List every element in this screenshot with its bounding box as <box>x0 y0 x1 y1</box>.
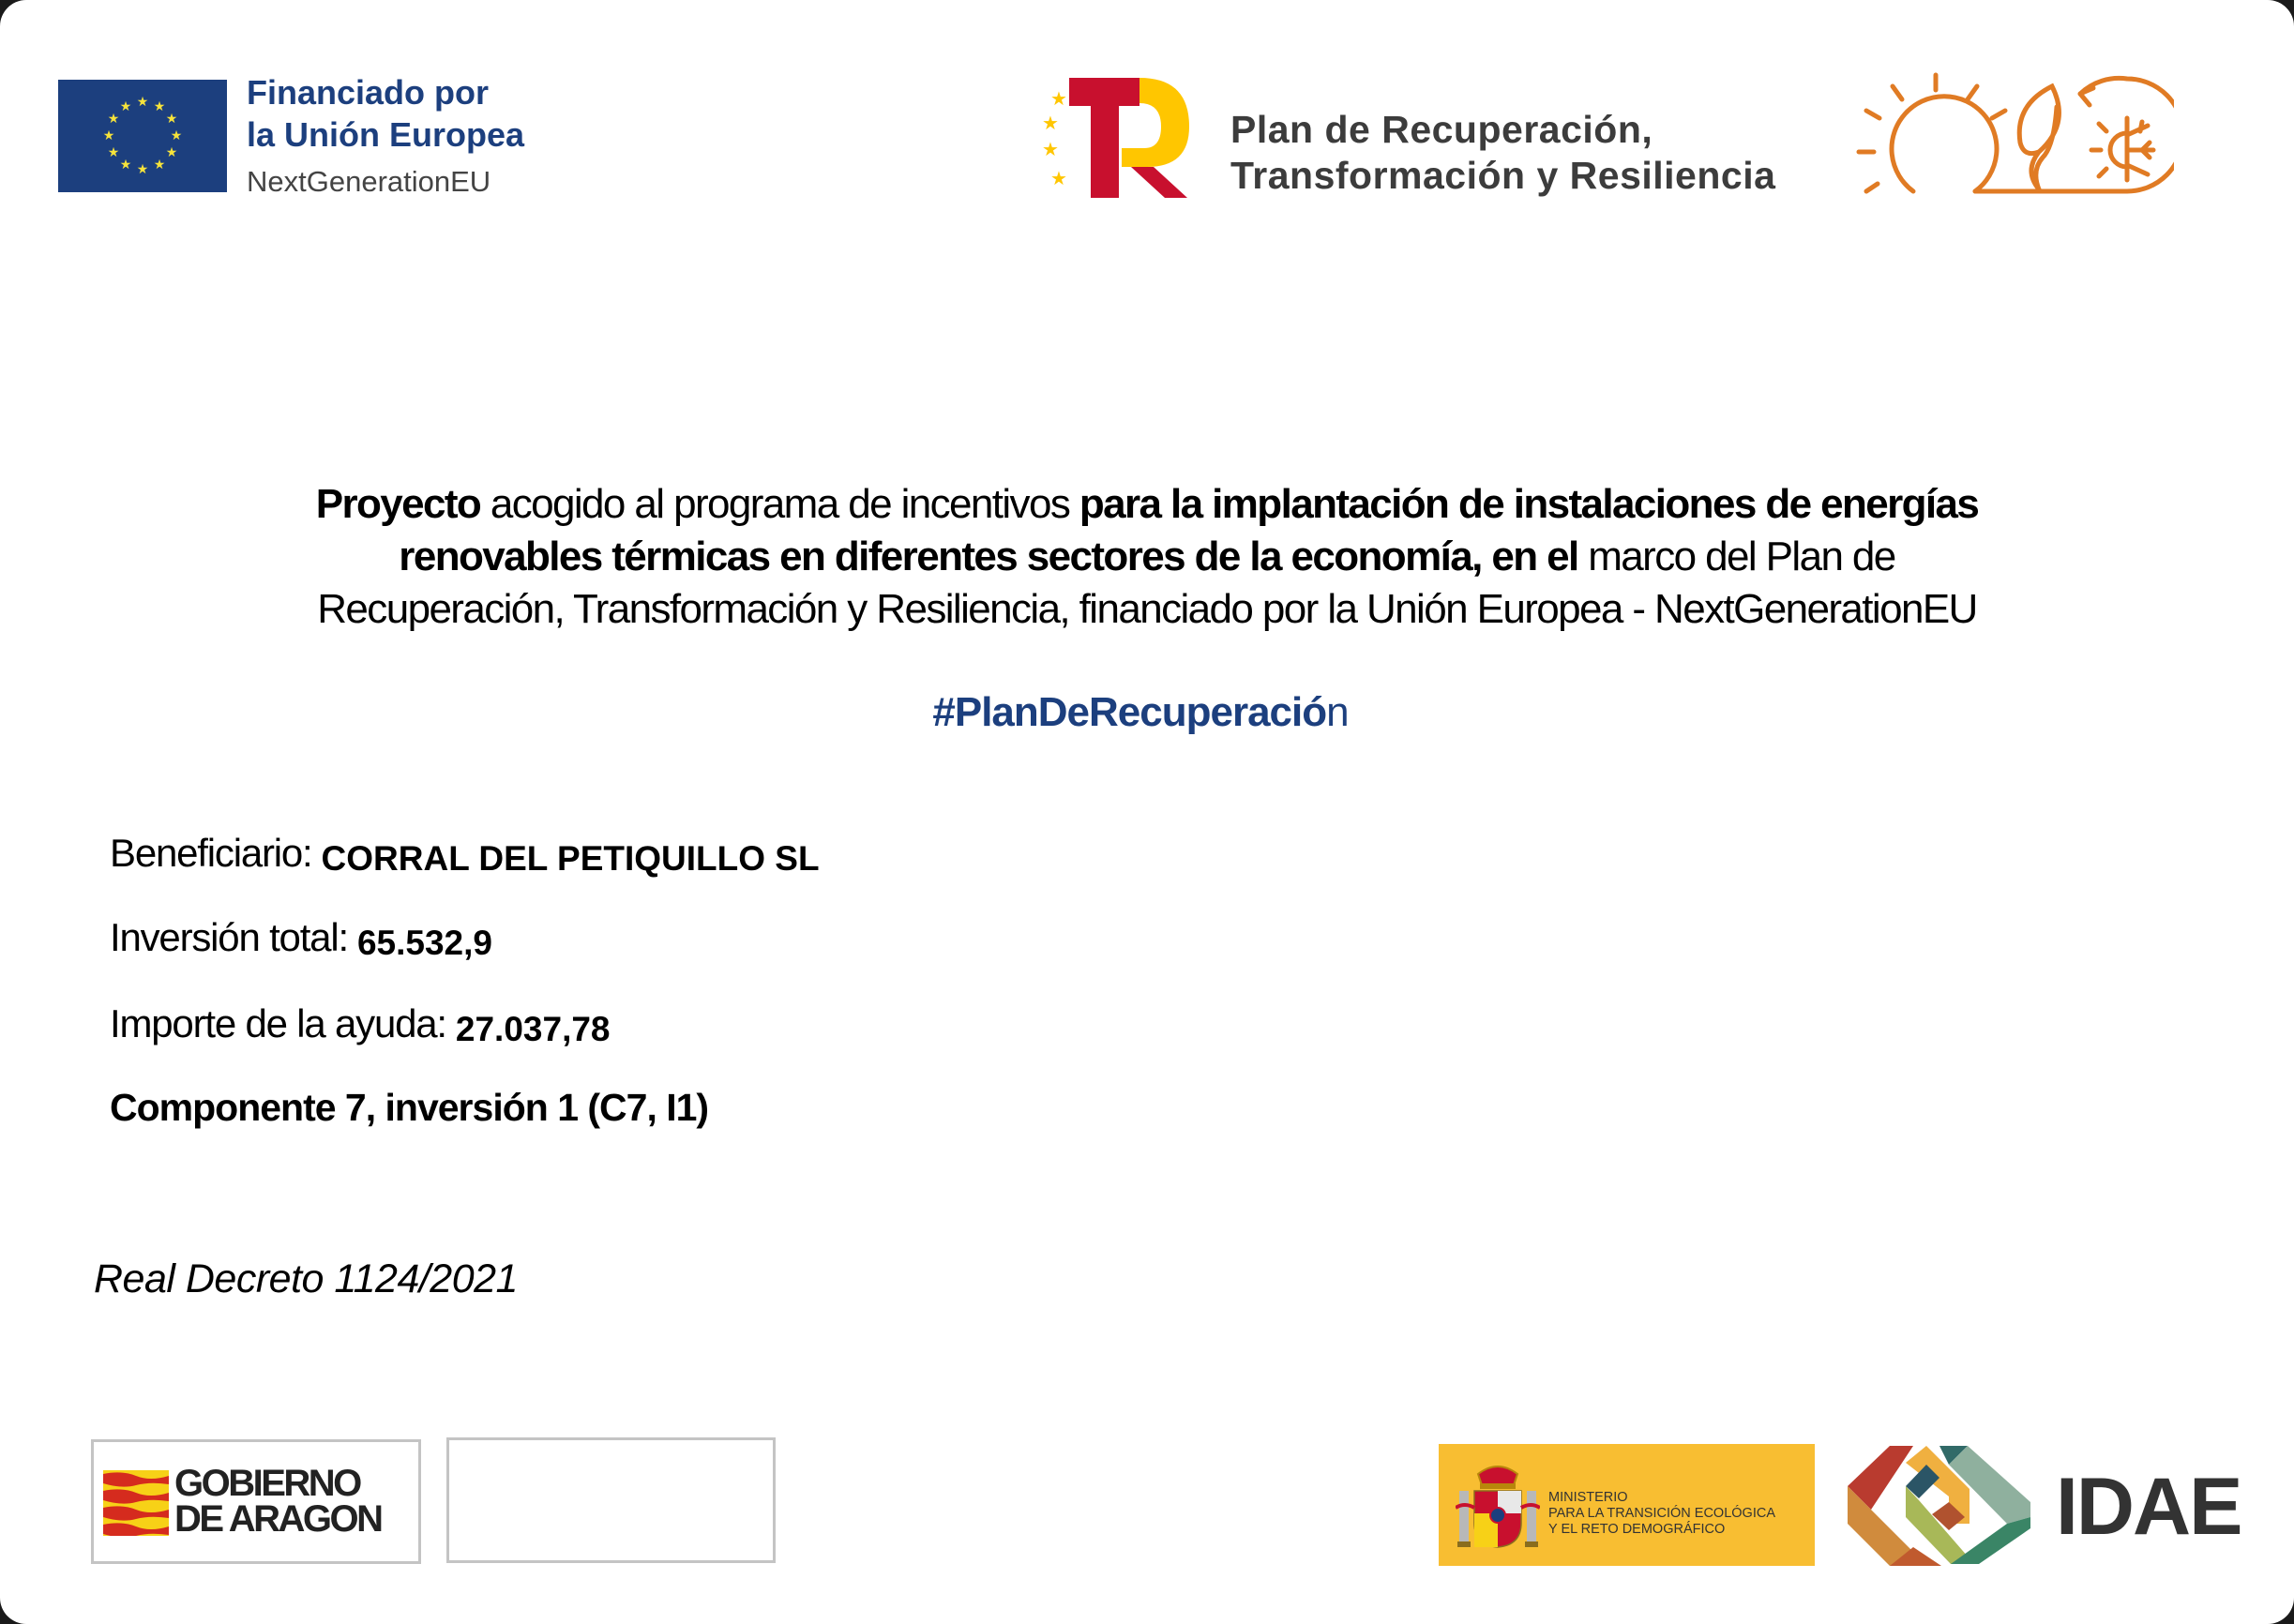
eu-subtitle: NextGenerationEU <box>247 165 491 198</box>
aid-amount-value: 27.037,78 <box>455 1010 611 1048</box>
ministry-logo <box>1439 1444 1815 1566</box>
idae-logo <box>1848 1444 2241 1566</box>
idae-knot-icon <box>1848 1444 2030 1566</box>
svg-text:★: ★ <box>165 111 178 126</box>
description-line-2 <box>141 531 2153 583</box>
spain-coat-of-arms-icon <box>1456 1461 1540 1550</box>
aid-amount-label: Importe de la ayuda: <box>110 1001 446 1045</box>
svg-text:★: ★ <box>102 128 115 143</box>
ministry-line3: Y EL RETO DEMOGRÁFICO <box>1548 1522 1726 1537</box>
description-text: marco del Plan de <box>1577 534 1895 579</box>
total-investment-value: 65.532,9 <box>356 924 492 962</box>
prtr-line1: Plan de Recuperación, <box>1230 108 1653 151</box>
eu-flag-icon <box>58 80 227 192</box>
svg-text:★: ★ <box>153 157 166 172</box>
description-bold: para la implantación de instalaciones de energías <box>1079 481 1979 527</box>
description-bold: renovables térmicas en diferentes sectores de la economía, en el <box>399 534 1578 579</box>
component-line: Componente 7, inversión 1 (C7, I1) <box>110 1086 709 1129</box>
aragon-logo-box <box>91 1439 421 1564</box>
prtr-logo-icon <box>1039 75 1199 202</box>
eu-funding-title <box>247 71 524 156</box>
project-description <box>141 478 2153 636</box>
project-word: Proyecto <box>315 481 481 527</box>
hashtag <box>0 689 2281 736</box>
beneficiary-field <box>110 831 820 876</box>
idae-wordmark: IDAE <box>2056 1462 2241 1552</box>
aragon-line1: GOBIERNO <box>174 1463 360 1504</box>
aragon-line2: DE ARAGON <box>174 1498 382 1540</box>
empty-logo-box <box>446 1437 776 1563</box>
svg-text:★: ★ <box>1050 89 1067 110</box>
svg-text:★: ★ <box>165 144 178 159</box>
svg-text:★: ★ <box>107 111 120 126</box>
hashtag-main: #PlanDeRecuperació <box>932 689 1327 735</box>
ministry-name <box>1548 1490 1775 1538</box>
description-line-3: Recuperación, Transformación y Resiliencia, financiado por la Unión Europea - NextGenerationEU <box>317 586 1977 632</box>
sun-leaf-snowflake-icon <box>1855 68 2174 203</box>
description-line-1 <box>141 478 2153 531</box>
svg-text:★: ★ <box>153 98 166 113</box>
prtr-line2: Transformación y Resiliencia <box>1230 154 1776 197</box>
eu-title-line2: la Unión Europea <box>247 115 525 154</box>
svg-text:★: ★ <box>1050 169 1067 189</box>
total-investment-label: Inversión total: <box>110 915 348 959</box>
beneficiary-value: CORRAL DEL PETIQUILLO SL <box>321 839 820 878</box>
beneficiary-label: Beneficiario: <box>110 831 312 875</box>
aragon-text <box>174 1463 382 1540</box>
svg-text:★: ★ <box>170 128 183 143</box>
ministry-line2: PARA LA TRANSICIÓN ECOLÓGICA <box>1548 1506 1776 1521</box>
aragon-flag-icon <box>103 1470 169 1536</box>
svg-text:★: ★ <box>119 98 132 113</box>
svg-text:★: ★ <box>136 94 149 109</box>
svg-text:★: ★ <box>136 161 149 176</box>
svg-text:★: ★ <box>1042 113 1059 134</box>
ministry-line1: MINISTERIO <box>1548 1490 1628 1505</box>
svg-text:★: ★ <box>1042 140 1059 160</box>
total-investment-field <box>110 915 492 960</box>
royal-decree: Real Decreto 1124/2021 <box>94 1256 518 1301</box>
svg-text:★: ★ <box>119 157 132 172</box>
svg-text:★: ★ <box>107 144 120 159</box>
aid-amount-field <box>110 1001 611 1046</box>
hashtag-tail: n <box>1326 689 1349 735</box>
prtr-title <box>1230 107 1775 199</box>
eu-title-line1: Financiado por <box>247 73 490 112</box>
description-text: acogido al programa de incentivos <box>480 481 1079 527</box>
